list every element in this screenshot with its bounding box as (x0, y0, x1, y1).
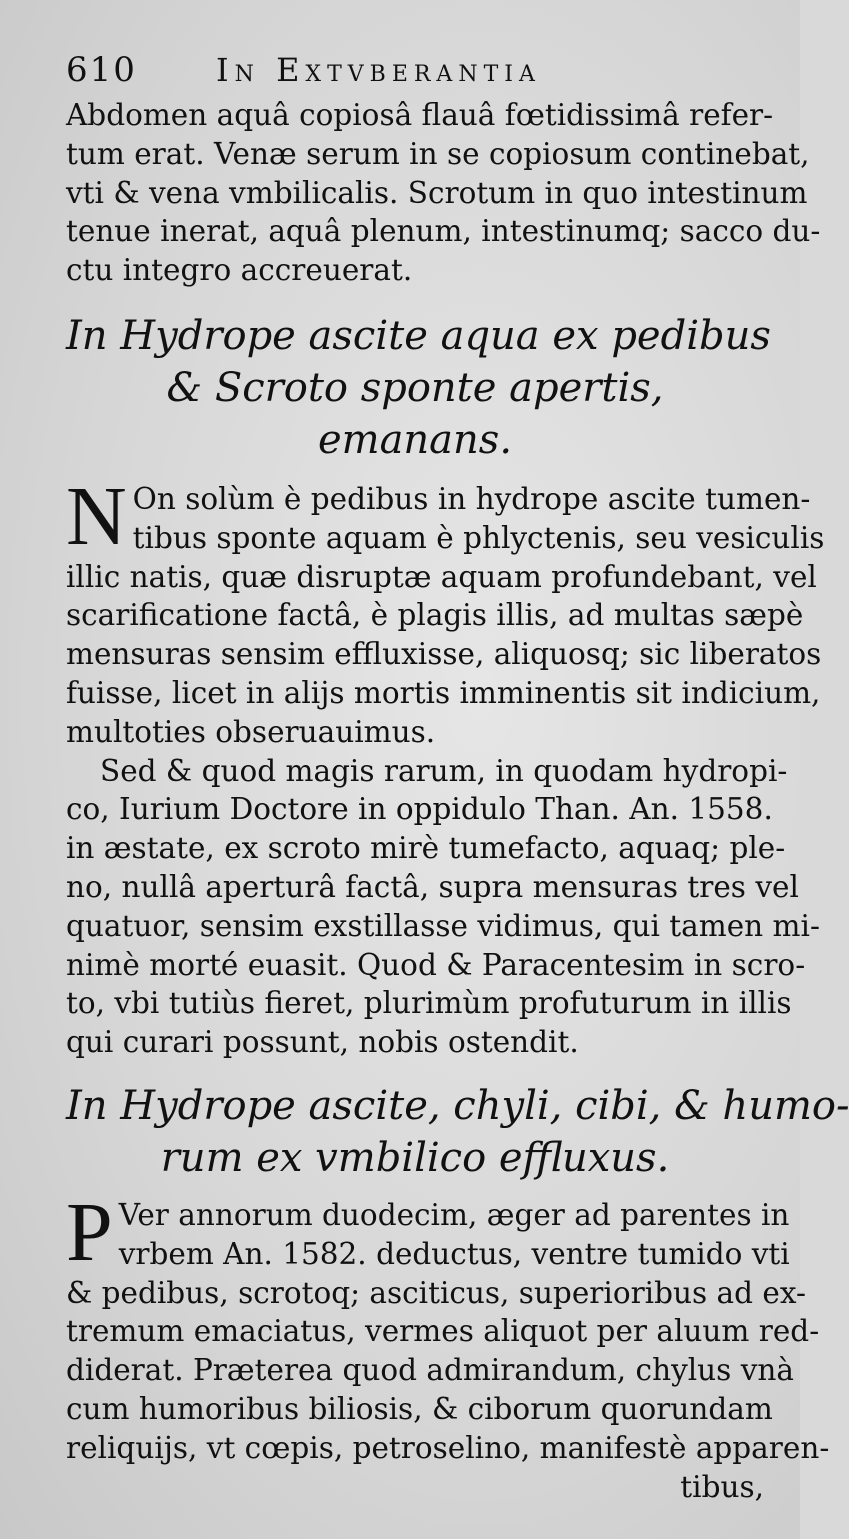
text-line: in æstate, ex scroto mirè tumefacto, aquaq; ple- (66, 831, 786, 866)
text-line: fuisse, licet in alijs mortis imminentis sit indicium, (66, 675, 821, 710)
text-line: vti & vena vmbilicalis. Scrotum in quo intestinum (66, 175, 808, 210)
drop-cap: P (66, 1185, 113, 1279)
text-line: co, Iurium Doctore in oppidulo Than. An. 1558. (66, 792, 773, 827)
text-line: reliquijs, vt cœpis, petroselino, manifestè apparen- (66, 1430, 830, 1465)
page-number: 610 (66, 50, 137, 90)
text-line: scarificatione factâ, è plagis illis, ad multas sæpè (66, 598, 804, 633)
paragraph-sed-quod (66, 752, 820, 1062)
text-line: & pedibus, scrotoq; asciticus, superioribus ad ex- (66, 1275, 806, 1310)
text-line: tremum emaciatus, vermes aliquot per aluum red- (66, 1314, 820, 1349)
text-line: ctu integro accreuerat. (66, 253, 413, 288)
section-heading-ascite-pedibus (66, 310, 771, 466)
text-line: tibus sponte aquam è phlyctenis, seu vesiculis (132, 520, 825, 555)
text-line: vrbem An. 1582. deductus, ventre tumido vti (118, 1236, 790, 1271)
text-line: Ver annorum duodecim, æger ad parentes in (118, 1197, 790, 1232)
heading-line: In Hydrope ascite aqua ex pedibus (66, 312, 771, 359)
heading-line: & Scroto sponte apertis, (166, 364, 664, 411)
text-line: mensuras sensim effluxisse, aliquosq; sic liberatos (66, 637, 822, 672)
text-line: Sed & quod magis rarum, in quodam hydropi- (100, 753, 788, 788)
paragraph-abdomen (66, 96, 821, 290)
text-line: quatuor, sensim exstillasse vidimus, qui tamen mi- (66, 908, 820, 943)
text-line: illic natis, quæ disruptæ aquam profundebant, vel (66, 559, 817, 594)
section-heading-chyli-cibi (66, 1080, 849, 1184)
text-line: to, vbi tutiùs fieret, plurimùm profuturum in illis (66, 986, 792, 1021)
text-line: no, nullâ aperturâ factâ, supra mensuras tres vel (66, 869, 799, 904)
text-line: tum erat. Venæ serum in se copiosum continebat, (66, 136, 810, 171)
heading-line: emanans. (317, 416, 513, 463)
page-header (66, 50, 764, 90)
catchword: tibus, (680, 1469, 764, 1504)
text-line: diderat. Præterea quod admirandum, chylus vnà (66, 1353, 794, 1388)
running-title: In Extvberantia (216, 51, 541, 89)
text-line: Abdomen aquâ copiosâ flauâ fœtidissimâ refer- (66, 98, 774, 132)
text-line: nimè morté euasit. Quod & Paracentesim in scro- (66, 947, 806, 982)
text-line: tenue inerat, aquâ plenum, intestinumq; sacco du- (66, 214, 821, 249)
text-line: cum humoribus biliosis, & ciborum quorundam (66, 1391, 773, 1426)
text-line: qui curari possunt, nobis ostendit. (66, 1025, 579, 1060)
heading-line: In Hydrope ascite, chyli, cibi, & humo- (66, 1082, 849, 1129)
drop-cap: N (66, 469, 127, 563)
text-line: multoties obseruauimus. (66, 714, 436, 749)
paragraph-puer-annorum (66, 1185, 830, 1468)
paragraph-non-solum (66, 469, 825, 752)
heading-line: rum ex vmbilico effluxus. (160, 1134, 670, 1181)
text-line: On solùm è pedibus in hydrope ascite tumen- (132, 481, 811, 516)
